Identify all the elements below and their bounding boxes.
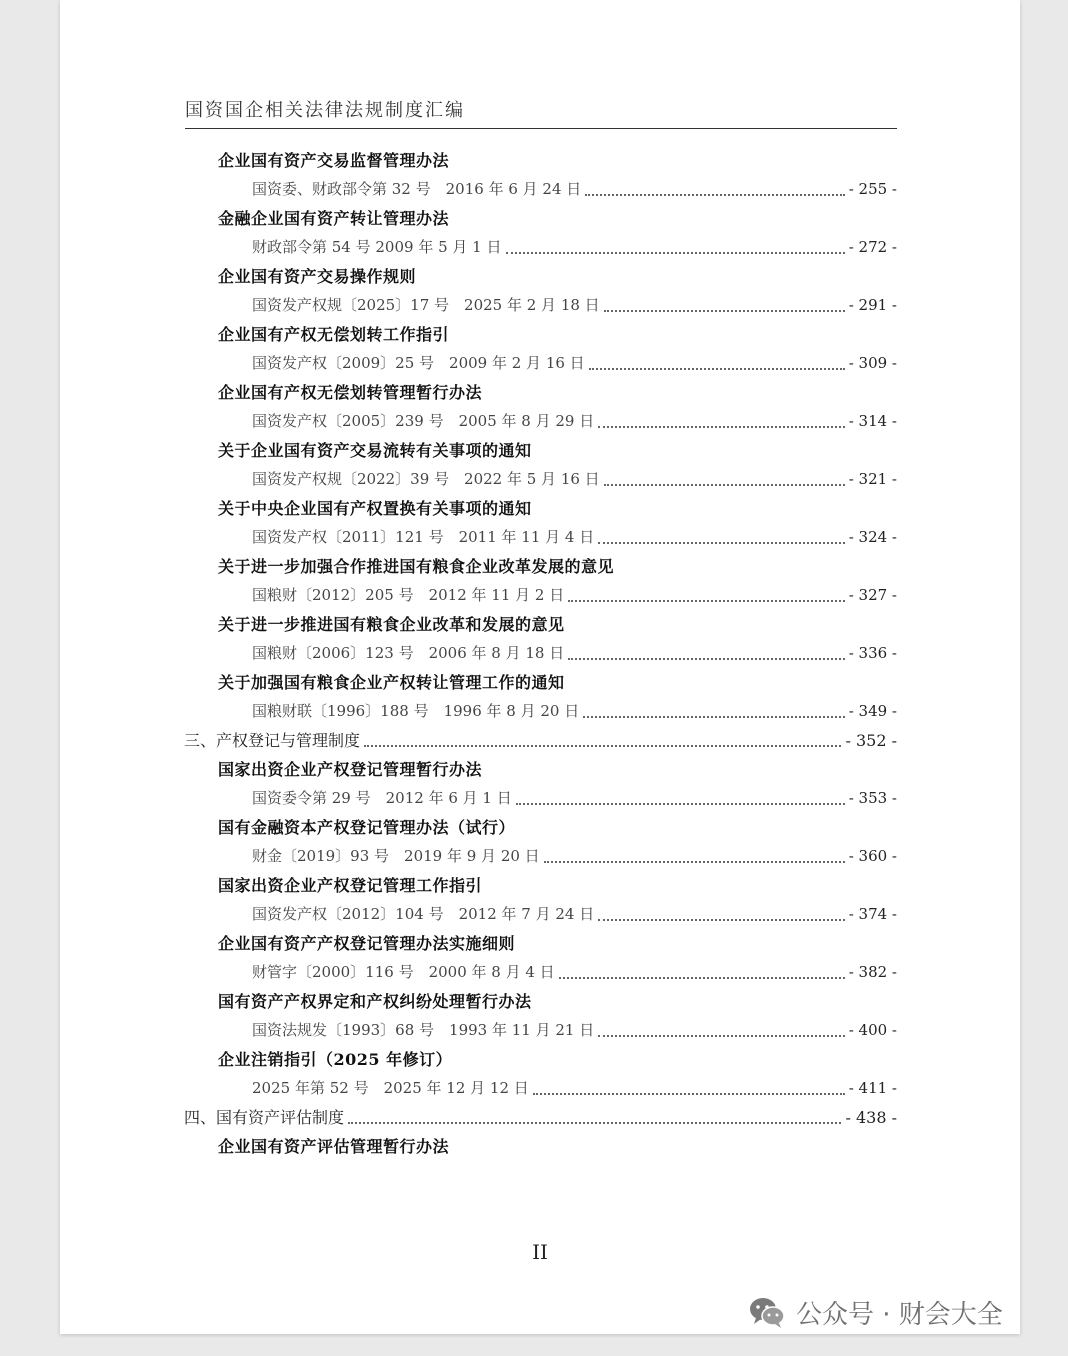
toc-entry-source bbox=[252, 1074, 897, 1103]
toc-page-number: - 382 - bbox=[848, 963, 897, 981]
toc-entry-text: 三、产权登记与管理制度 bbox=[184, 731, 361, 750]
toc-entry-title: 国家出资企业产权登记管理暂行办法 bbox=[218, 760, 483, 779]
toc-page-number: - 360 - bbox=[848, 847, 897, 865]
dot-leader bbox=[598, 1016, 844, 1037]
toc-entry-title: 国有金融资本产权登记管理办法（试行） bbox=[218, 818, 516, 837]
toc-entry-text: 财金〔2019〕93 号 2019 年 9 月 20 日 bbox=[252, 847, 540, 865]
toc-entry-source bbox=[252, 697, 897, 726]
toc-entry-text: 四、国有资产评估制度 bbox=[184, 1108, 345, 1127]
toc-page-number: - 314 - bbox=[848, 412, 897, 430]
toc-entry-text: 国资发产权规〔2025〕17 号 2025 年 2 月 18 日 bbox=[252, 296, 600, 314]
toc-entry-text: 国资发产权〔2012〕104 号 2012 年 7 月 24 日 bbox=[252, 905, 595, 923]
toc-entry-source bbox=[252, 842, 897, 871]
toc-entry-title: 企业国有产权无偿划转管理暂行办法 bbox=[218, 383, 483, 402]
toc-entry-title: 关于加强国有粮食企业产权转让管理工作的通知 bbox=[218, 673, 565, 692]
toc-entry-title: 关于进一步加强合作推进国有粮食企业改革发展的意见 bbox=[218, 557, 615, 576]
toc-entry-source bbox=[252, 639, 897, 668]
toc-entry-title: 国有资产产权界定和产权纠纷处理暂行办法 bbox=[218, 992, 532, 1011]
dot-leader bbox=[583, 697, 844, 718]
toc-entry-text: 国粮财〔2006〕123 号 2006 年 8 月 18 日 bbox=[252, 644, 565, 662]
toc-page-number: - 324 - bbox=[848, 528, 897, 546]
toc-page-number: - 309 - bbox=[848, 354, 897, 372]
toc-entry-text: 国资发产权〔2005〕239 号 2005 年 8 月 29 日 bbox=[252, 412, 595, 430]
toc-entry-text: 国资委令第 29 号 2012 年 6 月 1 日 bbox=[252, 789, 512, 807]
toc-entry-source bbox=[252, 465, 897, 494]
watermark-text: 公众号 · 财会大全 bbox=[796, 1299, 1003, 1330]
toc-entry-source bbox=[252, 1016, 897, 1045]
watermark bbox=[748, 1290, 1003, 1334]
toc-entry-text: 财政部令第 54 号 2009 年 5 月 1 日 bbox=[252, 238, 502, 256]
toc-entry-title: 国家出资企业产权登记管理工作指引 bbox=[218, 876, 483, 895]
dot-leader bbox=[364, 726, 841, 747]
dot-leader bbox=[568, 581, 844, 602]
toc-entry-text: 国粮财〔2012〕205 号 2012 年 11 月 2 日 bbox=[252, 586, 565, 604]
dot-leader bbox=[506, 233, 845, 254]
dot-leader bbox=[604, 291, 845, 312]
toc-page-number: - 321 - bbox=[848, 470, 897, 488]
toc-page-number: - 336 - bbox=[848, 644, 897, 662]
dot-leader bbox=[598, 407, 844, 428]
toc-entry-source bbox=[252, 581, 897, 610]
running-header: 国资国企相关法律法规制度汇编 bbox=[185, 98, 897, 129]
toc-page-number: - 438 - bbox=[845, 1108, 897, 1127]
dot-leader bbox=[533, 1074, 845, 1095]
page-number: II bbox=[532, 1240, 548, 1264]
dot-leader bbox=[585, 175, 844, 196]
toc-entry-source bbox=[252, 407, 897, 436]
toc-entry-title: 关于企业国有资产交易流转有关事项的通知 bbox=[218, 441, 532, 460]
dot-leader bbox=[516, 784, 845, 805]
toc-entry-text: 国资发产权规〔2022〕39 号 2022 年 5 月 16 日 bbox=[252, 470, 600, 488]
dot-leader bbox=[544, 842, 845, 863]
toc-page-number: - 327 - bbox=[848, 586, 897, 604]
dot-leader bbox=[348, 1103, 841, 1124]
toc-page-number: - 374 - bbox=[848, 905, 897, 923]
toc-entry-title: 关于中央企业国有产权置换有关事项的通知 bbox=[218, 499, 532, 518]
toc-entry-title: 企业国有资产评估管理暂行办法 bbox=[218, 1137, 450, 1156]
toc-entry-source bbox=[252, 900, 897, 929]
dot-leader bbox=[604, 465, 845, 486]
toc-entry-source bbox=[252, 958, 897, 987]
toc-section-heading bbox=[184, 1103, 897, 1132]
toc-entry-text: 国资发产权〔2009〕25 号 2009 年 2 月 16 日 bbox=[252, 354, 585, 372]
toc-entry-text: 国粮财联〔1996〕188 号 1996 年 8 月 20 日 bbox=[252, 702, 580, 720]
toc-page-number: - 400 - bbox=[848, 1021, 897, 1039]
toc-page-number: - 411 - bbox=[848, 1079, 897, 1097]
toc-entry-source bbox=[252, 523, 897, 552]
toc-entry-title: 企业国有产权无偿划转工作指引 bbox=[218, 325, 450, 344]
dot-leader bbox=[598, 900, 844, 921]
dot-leader bbox=[568, 639, 844, 660]
toc-entry-text: 财管字〔2000〕116 号 2000 年 8 月 4 日 bbox=[252, 963, 555, 981]
toc-entry-title: 金融企业国有资产转让管理办法 bbox=[218, 209, 450, 228]
wechat-icon bbox=[748, 1295, 786, 1329]
toc-entry-title: 企业国有资产产权登记管理办法实施细则 bbox=[218, 934, 516, 953]
dot-leader bbox=[559, 958, 845, 979]
toc-entry-text: 2025 年第 52 号 2025 年 12 月 12 日 bbox=[252, 1079, 529, 1097]
toc-page-number: - 349 - bbox=[848, 702, 897, 720]
dot-leader bbox=[598, 523, 844, 544]
toc-entry-source bbox=[252, 233, 897, 262]
toc-entry-source bbox=[252, 784, 897, 813]
toc-entry-source bbox=[252, 349, 897, 378]
toc-page-number: - 353 - bbox=[848, 789, 897, 807]
toc-page-number: - 352 - bbox=[845, 731, 897, 750]
toc-page-number: - 291 - bbox=[848, 296, 897, 314]
toc-page-number: - 255 - bbox=[848, 180, 897, 198]
toc-entry-title: 企业国有资产交易操作规则 bbox=[218, 267, 417, 286]
document-page bbox=[60, 0, 1020, 1334]
toc-entry-text: 国资法规发〔1993〕68 号 1993 年 11 月 21 日 bbox=[252, 1021, 595, 1039]
toc-section-heading bbox=[184, 726, 897, 755]
toc-entry-title: 企业注销指引（2025 年修订） bbox=[218, 1050, 453, 1069]
toc-page-number: - 272 - bbox=[848, 238, 897, 256]
toc-entry-text: 国资委、财政部令第 32 号 2016 年 6 月 24 日 bbox=[252, 180, 582, 198]
toc-entry-title: 企业国有资产交易监督管理办法 bbox=[218, 151, 450, 170]
dot-leader bbox=[589, 349, 845, 370]
toc-entry-title: 关于进一步推进国有粮食企业改革和发展的意见 bbox=[218, 615, 565, 634]
toc-entry-source bbox=[252, 175, 897, 204]
toc-entry-source bbox=[252, 291, 897, 320]
toc-entry-text: 国资发产权〔2011〕121 号 2011 年 11 月 4 日 bbox=[252, 528, 595, 546]
